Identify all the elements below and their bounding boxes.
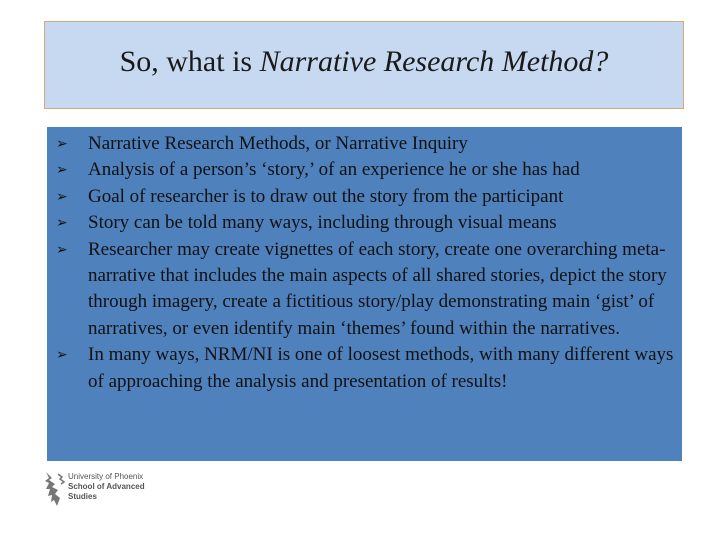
bullet-item <box>52 237 682 343</box>
title-emphasis: Narrative Research Method? <box>259 45 609 78</box>
phoenix-logo-icon <box>44 468 66 508</box>
bullet-list <box>52 131 682 395</box>
bullet-item <box>52 342 682 395</box>
bullet-text: In many ways, NRM/NI is one of loosest methods, with many different ways of approaching the analysis and presentation of results! <box>88 344 674 392</box>
bullet-text: Story can be told many ways, including through visual means <box>88 212 557 234</box>
arrow-bullet-icon: ➢ <box>56 188 68 205</box>
university-logo <box>44 466 184 512</box>
arrow-bullet-icon: ➢ <box>56 347 68 364</box>
bullet-text: Researcher may create vignettes of each story, create one overarching meta-narrative that includes the main aspects of all shared stories, depict the story through imagery, create a fictitious story/play demonstrating main ‘gist’ of narratives, or even identify main ‘themes’ found within the narratives. <box>88 238 667 339</box>
bullet-text: Narrative Research Methods, or Narrative Inquiry <box>88 133 468 154</box>
bullet-item <box>52 210 682 236</box>
logo-line-studies: Studies <box>68 492 97 501</box>
arrow-bullet-icon: ➢ <box>56 162 68 179</box>
logo-line-school: School of Advanced <box>68 482 145 491</box>
logo-text <box>68 472 145 502</box>
slide-title <box>120 45 609 79</box>
logo-line-university: University of Phoenix <box>68 472 144 481</box>
bullet-item <box>52 157 682 183</box>
arrow-bullet-icon: ➢ <box>56 215 68 232</box>
bullet-item <box>52 184 682 210</box>
bullet-text: Analysis of a person’s ‘story,’ of an experience he or she has had <box>88 159 580 181</box>
title-prefix: So, what is <box>119 45 260 78</box>
bullet-item <box>52 131 682 157</box>
bullet-text: Goal of researcher is to draw out the story from the participant <box>88 185 564 207</box>
arrow-bullet-icon: ➢ <box>56 241 68 258</box>
title-box <box>44 21 684 109</box>
arrow-bullet-icon: ➢ <box>56 136 68 152</box>
